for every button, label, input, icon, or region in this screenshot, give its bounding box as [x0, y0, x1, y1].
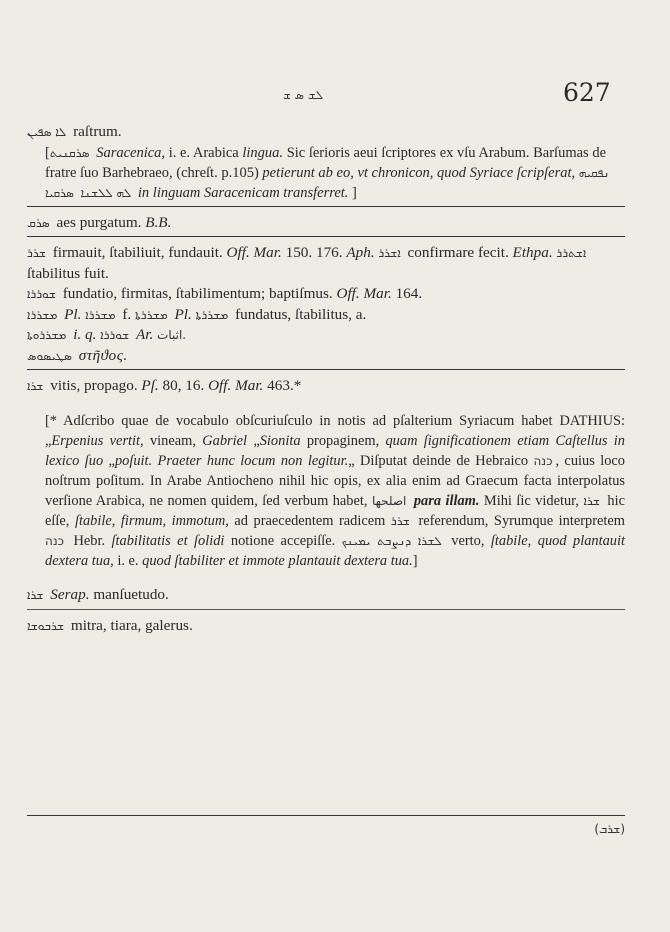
- entry-definition: fundatus, ſtabilitus, a.: [231, 305, 367, 323]
- note-italic: poſuit. Praeter hunc locum non legitur.: [114, 452, 349, 469]
- entry-firmauit: [27, 243, 625, 284]
- entry-quote: in linguam Saracenicam transferret.: [134, 184, 349, 201]
- greek-form: στῆϑος.: [78, 346, 128, 364]
- syriac-form: ܡܫܪܪܬܐ: [135, 307, 168, 322]
- entry-stethos: [27, 346, 625, 367]
- entry-definition: raſtrum.: [73, 123, 122, 140]
- entry-headword: ܡܫܪܪܘܬܐ: [27, 328, 67, 342]
- page-number: 627: [563, 78, 611, 107]
- note-italic: Erpenius vertit,: [51, 432, 144, 449]
- grammar-label: Pl.: [64, 305, 82, 323]
- note-italic: ſtabilitatis et ſolidi: [111, 532, 225, 549]
- entry-definition: firmauit, ſtabiliuit, fundauit.: [52, 244, 227, 261]
- entry-rastrum: [27, 122, 625, 143]
- grammar-label: Ar.: [135, 326, 154, 343]
- note-text: „ Diſputat deinde de Hebraico: [348, 452, 534, 469]
- section-rule: [27, 609, 625, 610]
- entry-definition: fundatio, firmitas, ſtabilimentum; baptiſmus.: [62, 285, 337, 302]
- reference-number: 80, 16.: [158, 377, 209, 394]
- note-text: ]: [412, 552, 418, 569]
- entry-gloss: Saracenica,: [96, 144, 166, 161]
- note-italic: ſtabile, firmum, immotum,: [74, 512, 229, 529]
- note-text: propaginem,: [300, 432, 386, 449]
- entry-saracenica: [ܣܪܩܢܝܬ Saracenica, i. e. Arabica lingua. Sic ſerioris aeui ſcriptores ex vſu Arabum. Barſumas de fratre ſuo Barhebraeo, (chreſt. p.105) petierunt ab eo, vt chronicon, quod Syriace ſcripſerat, ܢܦܩܝܗ ܠܗ ܠܠܫܢܐ ܣܪܩܝܐ in linguam Saracenicam transferret. ]: [45, 144, 610, 201]
- entry-text: Sic ſerioris aeui ſcriptores ex vſu Arabum. Barſumas de fratre ſuo Barhebraeo, (chreſt. p.105): [45, 144, 607, 181]
- reference: Off. Mar.: [226, 244, 282, 261]
- entry-gloss: lingua.: [242, 144, 284, 161]
- reference: Off. Mar.: [336, 285, 392, 302]
- syriac-phrase: ܣܪܩܝܐ: [45, 185, 74, 200]
- note-text: verto,: [444, 532, 491, 549]
- page-header: [0, 78, 670, 108]
- bracket-close: ]: [348, 184, 357, 201]
- entry-headword: ܣܛܝܣܘܣ: [27, 348, 72, 363]
- entry-fundatus: [27, 305, 625, 326]
- entry-headword: ܣܪܩ: [27, 215, 50, 230]
- reference: Serap.: [50, 586, 90, 604]
- grammar-label: f.: [118, 305, 136, 323]
- syriac-form: ܡܫܪܪܬܐ: [195, 307, 229, 322]
- entry-definition: ſtabilitus fuit.: [27, 264, 109, 282]
- note-text: ad praecedentem radicem: [228, 512, 391, 529]
- entry-definition: vitis, propago.: [50, 377, 142, 394]
- entry-headword: ܣܪܩܢܝܬ: [49, 145, 90, 160]
- note-text: referendum, Syrumque interpretem: [412, 512, 625, 529]
- entry-fundatio: [27, 284, 625, 305]
- note-text: [* Adſcribo quae de vocabulo obſcuriuſculo in notis ad pſalterium Syriacum habet: [45, 412, 560, 429]
- reference-number: 463.*: [263, 377, 302, 394]
- entry-definition: mitra, tiara, galerus.: [70, 616, 193, 634]
- syriac-form: ܐܫܪܪ: [378, 246, 401, 260]
- section-rule: [27, 236, 625, 237]
- catchword: (ܫܪܒ): [594, 822, 625, 836]
- note-text: : „: [45, 412, 625, 449]
- reference: Aph.: [346, 244, 375, 261]
- syriac-form: ܡܫܪܪܐ: [85, 307, 116, 322]
- section-rule: [27, 369, 625, 370]
- entry-vitis: [27, 376, 625, 397]
- entry-quote: petierunt ab eo, vt chronicon, quod Syriace ſcripſerat,: [262, 164, 576, 181]
- source-abbreviation: B.B.: [145, 213, 172, 231]
- entry-mitra: [27, 616, 625, 637]
- hebrew-form: כנה: [533, 453, 553, 468]
- note-text: hic eſſe,: [45, 492, 625, 529]
- hebrew-form: כנה: [45, 533, 64, 548]
- note-italic: para illam.: [409, 492, 480, 509]
- note-text: notione accepiſſe.: [224, 532, 342, 549]
- footnote-dathius: [27, 411, 625, 571]
- entry-headword: ܫܪܒܘܫܐ: [27, 618, 65, 633]
- note-text: vineam,: [143, 432, 203, 449]
- reference: Off. Mar.: [208, 377, 264, 394]
- note-text: Mihi ſic videtur,: [479, 492, 584, 509]
- syriac-phrase: ܢܦܩܝܗ ܠܗ ܠܠܫܢܐ: [80, 165, 610, 200]
- lexicon-content: [27, 122, 625, 636]
- grammar-label: Pl.: [174, 305, 192, 323]
- syriac-form: ܫܪܐ: [583, 493, 600, 508]
- note-italic: Gabriel: [202, 432, 248, 449]
- note-text: Hebr.: [67, 532, 112, 549]
- note-text: „: [103, 452, 115, 469]
- grammar-label: i. q.: [73, 326, 97, 343]
- running-head: ܠܫ ܣ ܫ: [283, 88, 324, 102]
- syriac-form: ܫܘܪܪܐ: [100, 328, 130, 342]
- note-author: DATHIUS: [559, 412, 621, 429]
- entry-headword: ܠܐ ܣܦܝܢ: [27, 125, 67, 139]
- note-italic: quam ſignificationem etiam Caſtellus in lexico ſuo: [45, 432, 625, 469]
- entry-definition: manſuetudo.: [89, 586, 169, 604]
- entry-definition: aes purgatum.: [56, 213, 146, 231]
- entry-headword: ܫܪܐ: [27, 379, 44, 393]
- syriac-phrase: ܠܫܪܐ ܕܢܨܒܬ ܝܡܝܢܟ: [341, 533, 442, 548]
- section-rule: [27, 206, 625, 207]
- entry-headword: ܫܪܪ: [27, 246, 46, 260]
- reference-number: 150. 176.: [281, 244, 347, 261]
- note-text: i. e.: [113, 552, 143, 569]
- syriac-form: ܫܪܪ: [390, 513, 410, 528]
- entry-aes-purgatum: [27, 213, 625, 234]
- reference: Ethpa.: [512, 244, 553, 261]
- arabic-form: اصلحها: [371, 493, 407, 508]
- entry-definition: confirmare fecit.: [407, 244, 513, 261]
- note-italic: quod ſtabiliter et immote plantauit dextera tua.: [142, 552, 413, 569]
- arabic-form: اثبات.: [157, 328, 187, 342]
- bottom-rule: [27, 815, 625, 816]
- entry-text: i. e. Arabica: [165, 144, 243, 161]
- entry-headword: ܡܫܪܪܐ: [27, 307, 58, 322]
- note-italic: ſtabile, quod plantauit dextera tua,: [45, 532, 625, 569]
- reference: Pſ.: [141, 377, 159, 394]
- entry-iq: [27, 325, 625, 346]
- note-text: , cuius loco noſtrum poſitum. In Arabe Antiocheno nihil hic opis, ex alia enim ad Graecum facta interpolatus verſione Arabica, ne nomen quidem, ſed verbum habet,: [45, 452, 625, 509]
- reference-number: 164.: [391, 285, 423, 302]
- entry-mansuetudo: [27, 585, 625, 606]
- syriac-form: ܐܫܬܪܪ: [556, 246, 587, 260]
- note-text: „: [247, 432, 260, 449]
- entry-headword: ܫܘܪܪܐ: [27, 287, 56, 301]
- entry-headword: ܫܪܐ: [27, 588, 44, 603]
- note-italic: Sionita: [259, 432, 301, 449]
